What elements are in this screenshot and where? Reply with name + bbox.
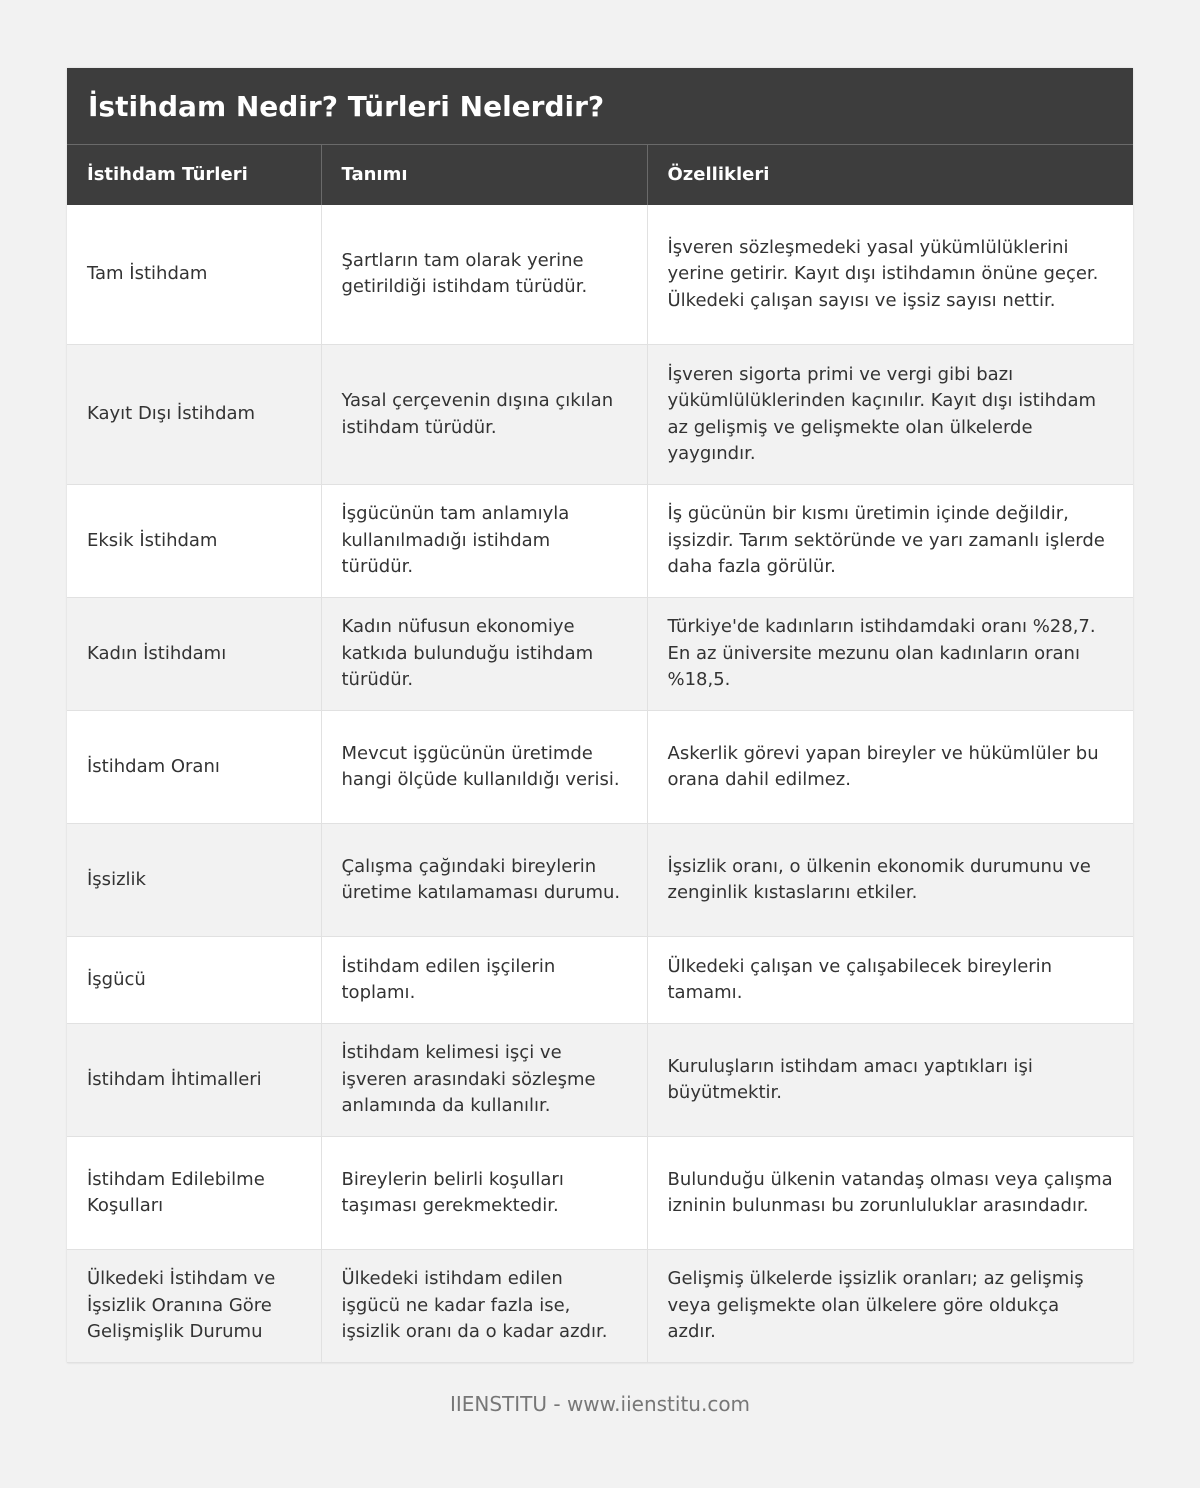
cell-definition: Bireylerin belirli koşulları taşıması gerekmektedir. [321,1137,647,1250]
cell-features: Gelişmiş ülkelerde işsizlik oranları; az gelişmiş veya gelişmekte olan ülkelere göre oldukça azdır. [647,1250,1133,1363]
cell-type: İstihdam İhtimalleri [67,1024,321,1137]
cell-type: İşsizlik [67,824,321,937]
footer-credit: IIENSTITU - www.iienstitu.com [449,1392,751,1416]
table-row [67,205,1133,345]
cell-features: Askerlik görevi yapan bireyler ve hükümlüler bu orana dahil edilmez. [647,711,1133,824]
cell-definition: Mevcut işgücünün üretimde hangi ölçüde kullanıldığı verisi. [321,711,647,824]
cell-features: İşveren sigorta primi ve vergi gibi bazı yükümlülüklerinden kaçınılır. Kayıt dışı istihdam az gelişmiş ve gelişmekte olan ülkelerde yaygındır. [647,345,1133,485]
table-row [67,345,1133,485]
table-row [67,1137,1133,1250]
cell-type: İstihdam Oranı [67,711,321,824]
cell-features: İşsizlik oranı, o ülkenin ekonomik durumunu ve zenginlik kıstaslarını etkiler. [647,824,1133,937]
cell-features: Türkiye'de kadınların istihdamdaki oranı %28,7. En az üniversite mezunu olan kadınların oranı %18,5. [647,598,1133,711]
cell-definition: Çalışma çağındaki bireylerin üretime katılamaması durumu. [321,824,647,937]
cell-definition: Ülkedeki istihdam edilen işgücü ne kadar fazla ise, işsizlik oranı da o kadar azdır. [321,1250,647,1363]
page-title: İstihdam Nedir? Türleri Nelerdir? [88,89,605,123]
cell-definition: İstihdam kelimesi işçi ve işveren arasındaki sözleşme anlamında da kullanılır. [321,1024,647,1137]
column-header-definition: Tanımı [321,145,647,205]
table-row [67,1024,1133,1137]
cell-features: İş gücünün bir kısmı üretimin içinde değildir, işsizdir. Tarım sektöründe ve yarı zamanlı işlerde daha fazla görülür. [647,485,1133,598]
cell-features: Bulunduğu ülkenin vatandaş olması veya çalışma izninin bulunması bu zorunluluklar arasındadır. [647,1137,1133,1250]
employment-table [67,144,1133,1363]
cell-features: İşveren sözleşmedeki yasal yükümlülüklerini yerine getirir. Kayıt dışı istihdamın önüne geçer. Ülkedeki çalışan sayısı ve işsiz sayısı nettir. [647,205,1133,345]
title-bar [67,68,1133,144]
cell-definition: İşgücünün tam anlamıyla kullanılmadığı istihdam türüdür. [321,485,647,598]
cell-definition: İstihdam edilen işçilerin toplamı. [321,937,647,1024]
table-row [67,598,1133,711]
cell-type: Kayıt Dışı İstihdam [67,345,321,485]
cell-features: Kuruluşların istihdam amacı yaptıkları işi büyütmektir. [647,1024,1133,1137]
table-row [67,824,1133,937]
cell-type: Eksik İstihdam [67,485,321,598]
cell-type: İstihdam Edilebilme Koşulları [67,1137,321,1250]
cell-type: Tam İstihdam [67,205,321,345]
table-header-row [67,145,1133,205]
cell-definition: Yasal çerçevenin dışına çıkılan istihdam türüdür. [321,345,647,485]
cell-definition: Kadın nüfusun ekonomiye katkıda bulunduğu istihdam türüdür. [321,598,647,711]
cell-features: Ülkedeki çalışan ve çalışabilecek bireylerin tamamı. [647,937,1133,1024]
cell-type: Kadın İstihdamı [67,598,321,711]
table-card [67,68,1133,1363]
table-row [67,485,1133,598]
column-header-types: İstihdam Türleri [67,145,321,205]
table-row [67,711,1133,824]
table-row [67,1250,1133,1363]
cell-type: İşgücü [67,937,321,1024]
column-header-features: Özellikleri [647,145,1133,205]
table-row [67,937,1133,1024]
cell-definition: Şartların tam olarak yerine getirildiği istihdam türüdür. [321,205,647,345]
cell-type: Ülkedeki İstihdam ve İşsizlik Oranına Göre Gelişmişlik Durumu [67,1250,321,1363]
